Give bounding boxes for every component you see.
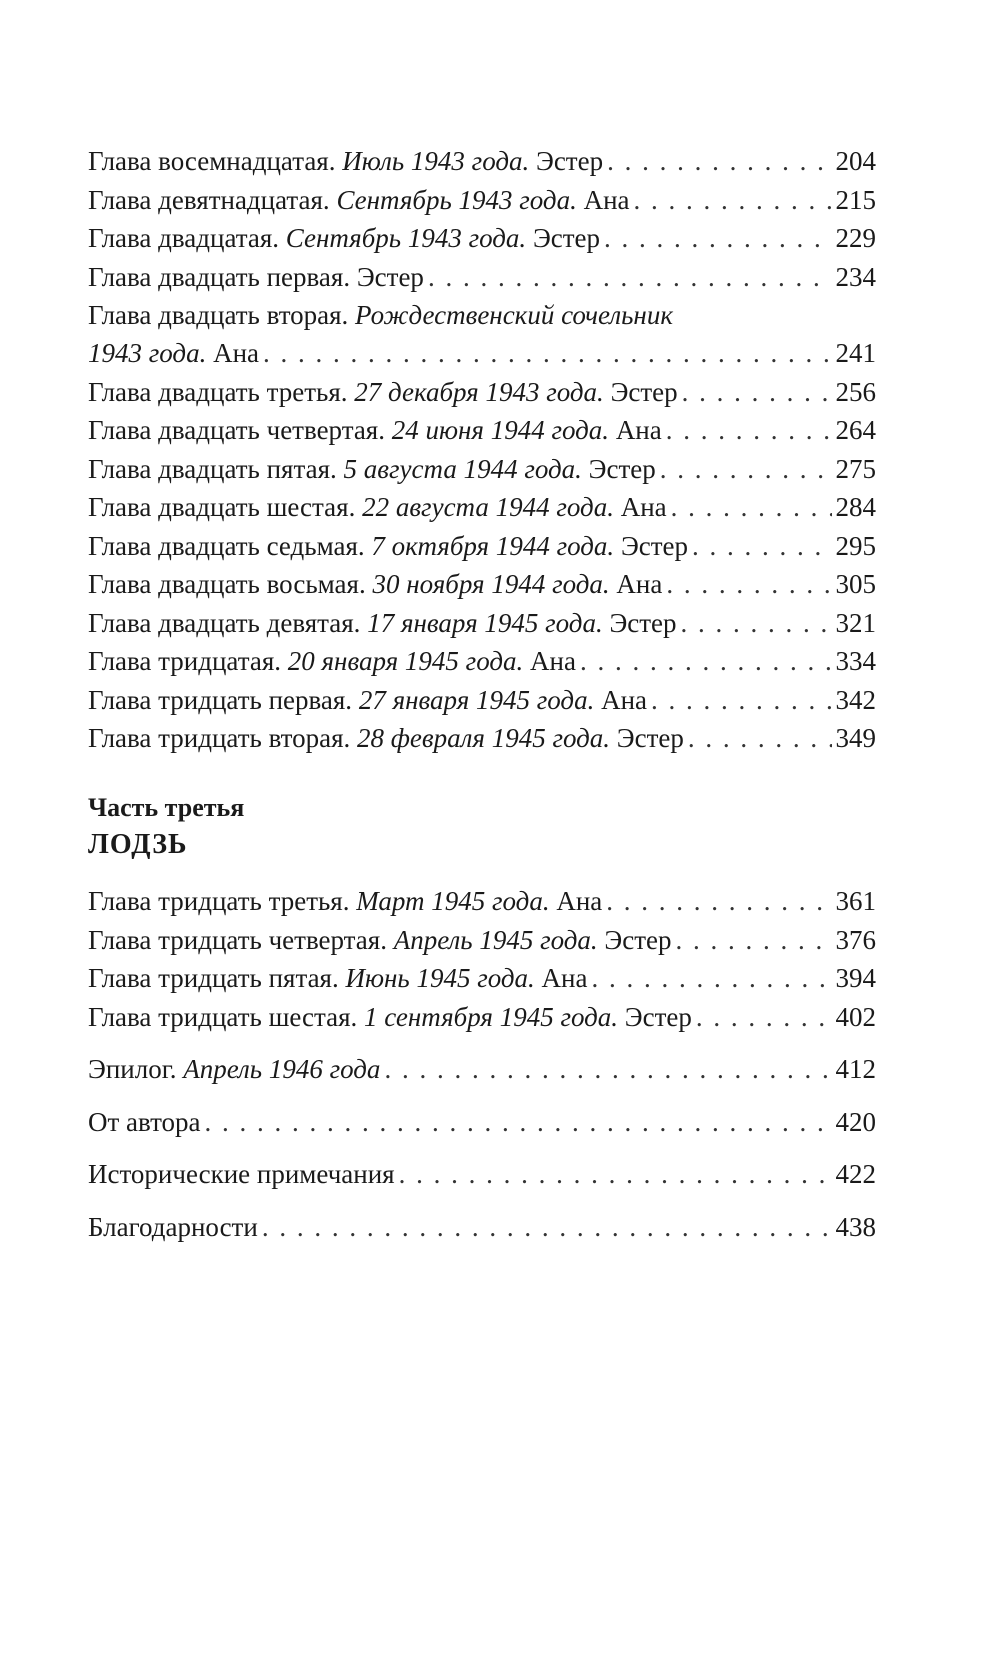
page-number: 256 [835, 376, 876, 407]
part-name: ЛОДЗЬ [88, 829, 188, 860]
toc-entry-historical-notes[interactable] [88, 1155, 876, 1194]
chapter-date: 5 августа 1944 года. [343, 453, 582, 484]
page-number: 204 [835, 146, 876, 176]
page-number: 376 [835, 924, 876, 955]
chapter-date: Апрель 1945 года. [393, 924, 598, 955]
chapter-narrator: Ана [213, 338, 260, 368]
page-number: 402 [835, 1001, 876, 1032]
chapter-name: Глава двадцать четвертая. [88, 415, 385, 445]
toc-entry-epilogue[interactable] [88, 1050, 876, 1089]
chapter-narrator: Эстер [588, 453, 656, 484]
page-number: 361 [835, 886, 876, 916]
chapter-name: Глава двадцать пятая. [88, 453, 337, 484]
dot-leader [660, 450, 832, 489]
toc-entry[interactable] [88, 219, 876, 258]
dot-leader [666, 411, 832, 450]
toc-entry[interactable] [88, 565, 876, 604]
page-number: 215 [835, 184, 876, 215]
page-number: 295 [835, 530, 876, 561]
page-number: 264 [835, 415, 876, 445]
page-number: 412 [835, 1054, 876, 1084]
page-number: 305 [835, 569, 876, 599]
entry-title: От автора [88, 1106, 201, 1137]
page-number: 275 [835, 453, 876, 484]
page-number: 342 [835, 684, 876, 715]
chapter-narrator: Эстер [604, 924, 672, 955]
chapter-narrator: Эстер [610, 376, 678, 407]
dot-leader [591, 959, 831, 998]
chapter-name: Глава двадцать восьмая. [88, 569, 366, 599]
dot-leader [692, 527, 831, 566]
toc-entry[interactable] [88, 450, 876, 489]
chapter-narrator: Эстер [536, 146, 604, 176]
entry-title: Благодарности [88, 1211, 258, 1242]
toc-entry-acknowledgements[interactable] [88, 1208, 876, 1247]
page-number: 284 [835, 492, 876, 522]
chapter-date-continued: 1943 года. [88, 338, 207, 368]
toc-list-part-three [88, 882, 876, 1246]
chapter-date: 27 января 1945 года. [358, 684, 595, 715]
chapter-narrator: Ана [541, 963, 588, 993]
dot-leader [580, 642, 832, 681]
chapter-date: Март 1945 года. [356, 886, 550, 916]
chapter-narrator: Эстер [532, 223, 601, 253]
page-number: 234 [835, 261, 876, 292]
dot-leader [205, 1103, 832, 1142]
page-number: 241 [835, 338, 876, 368]
dot-leader [682, 373, 832, 412]
entry-title: Исторические примечания [88, 1159, 395, 1189]
page-number: 394 [835, 963, 876, 993]
chapter-date: Июнь 1945 года. [345, 963, 535, 993]
chapter-name: Глава тридцать четвертая. [88, 924, 387, 955]
chapter-name: Глава тридцать пятая. [88, 963, 339, 993]
dot-leader [666, 565, 831, 604]
toc-entry[interactable] [88, 527, 876, 566]
chapter-narrator: Ана [620, 492, 667, 522]
dot-leader [671, 488, 832, 527]
chapter-narrator: Ана [601, 684, 648, 715]
chapter-narrator: Эстер [624, 1001, 692, 1032]
chapter-name: Глава тридцать третья. [88, 886, 350, 916]
chapter-date: 22 августа 1944 года. [362, 492, 614, 522]
page-number: 420 [835, 1106, 876, 1137]
chapter-name: Глава двадцать седьмая. [88, 530, 365, 561]
chapter-date: Сентябрь 1943 года. [336, 184, 577, 215]
chapter-date: Апрель 1946 года [183, 1054, 381, 1084]
dot-leader [681, 604, 832, 643]
dot-leader [263, 334, 831, 373]
chapter-date: 20 января 1945 года. [287, 646, 524, 676]
dot-leader [262, 1208, 832, 1247]
chapter-name: Глава двадцатая. [88, 223, 280, 253]
toc-entry[interactable] [88, 488, 876, 527]
chapter-name: Глава тридцать вторая. [88, 723, 351, 753]
chapter-date: Сентябрь 1943 года. [285, 223, 527, 253]
chapter-date: 17 января 1945 года. [367, 607, 603, 638]
toc-entry[interactable] [88, 882, 876, 921]
toc-entry-afterword[interactable] [88, 1103, 876, 1142]
dot-leader [604, 219, 831, 258]
toc-entry[interactable] [88, 604, 876, 643]
toc-entry[interactable] [88, 921, 876, 960]
toc-entry[interactable] [88, 998, 876, 1037]
chapter-name: Глава восемнадцатая. [88, 146, 336, 176]
chapter-date: 30 ноября 1944 года. [372, 569, 610, 599]
dot-leader [384, 1050, 831, 1089]
chapter-name: Глава двадцать вторая. [88, 300, 349, 330]
dot-leader [651, 681, 831, 720]
page-number: 334 [835, 646, 876, 676]
dot-leader [634, 181, 832, 220]
dot-leader [399, 1155, 832, 1194]
toc-list-part-two [88, 142, 876, 758]
chapter-name: Глава тридцатая. [88, 646, 281, 676]
toc-entry-wrapped-first-line [88, 296, 876, 334]
chapter-narrator: Ана [530, 646, 576, 676]
dot-leader [606, 882, 831, 921]
dot-leader [676, 921, 832, 960]
toc-entry[interactable] [88, 181, 876, 220]
page-number: 422 [835, 1159, 876, 1189]
dot-leader [688, 719, 832, 758]
chapter-narrator: Эстер [609, 607, 677, 638]
chapter-narrator: Ана [556, 886, 603, 916]
dot-leader [607, 142, 831, 181]
toc-entry[interactable] [88, 258, 876, 297]
chapter-name: Глава двадцать девятая. [88, 607, 361, 638]
chapter-narrator: Эстер [620, 530, 689, 561]
toc-entry[interactable] [88, 411, 876, 450]
part-label: Часть третья [88, 793, 245, 822]
toc-entry[interactable] [88, 681, 876, 720]
chapter-narrator: Эстер [616, 723, 684, 753]
dot-leader [696, 998, 832, 1037]
chapter-narrator: Ана [615, 415, 662, 445]
chapter-date: 27 декабря 1943 года. [354, 376, 604, 407]
toc-entry[interactable] [88, 719, 876, 758]
chapter-name: Эпилог. [88, 1054, 177, 1084]
chapter-narrator: Эстер [356, 261, 424, 292]
chapter-date: 1 сентября 1945 года. [364, 1001, 619, 1032]
toc-entry[interactable] [88, 642, 876, 681]
chapter-date: Рождественский сочельник [355, 300, 673, 330]
part-heading [88, 791, 244, 863]
chapter-name: Глава двадцать первая. [88, 261, 351, 292]
chapter-date: 7 октября 1944 года. [371, 530, 615, 561]
page-number: 438 [835, 1211, 876, 1242]
chapter-name: Глава девятнадцатая. [88, 184, 330, 215]
chapter-name: Глава тридцать шестая. [88, 1001, 358, 1032]
toc-entry[interactable] [88, 142, 876, 181]
toc-entry[interactable] [88, 959, 876, 998]
page-number: 349 [835, 723, 876, 753]
chapter-narrator: Ана [616, 569, 663, 599]
toc-entry[interactable] [88, 373, 876, 412]
chapter-name: Глава тридцать первая. [88, 684, 353, 715]
chapter-name: Глава двадцать шестая. [88, 492, 356, 522]
chapter-date: 24 июня 1944 года. [391, 415, 610, 445]
page-number: 229 [835, 223, 876, 253]
dot-leader [428, 258, 832, 297]
page-number: 321 [835, 607, 876, 638]
chapter-date: 28 февраля 1945 года. [357, 723, 611, 753]
chapter-narrator: Ана [583, 184, 630, 215]
chapter-name: Глава двадцать третья. [88, 376, 348, 407]
toc-entry-wrapped-second-line[interactable] [88, 334, 876, 373]
chapter-date: Июль 1943 года. [342, 146, 530, 176]
